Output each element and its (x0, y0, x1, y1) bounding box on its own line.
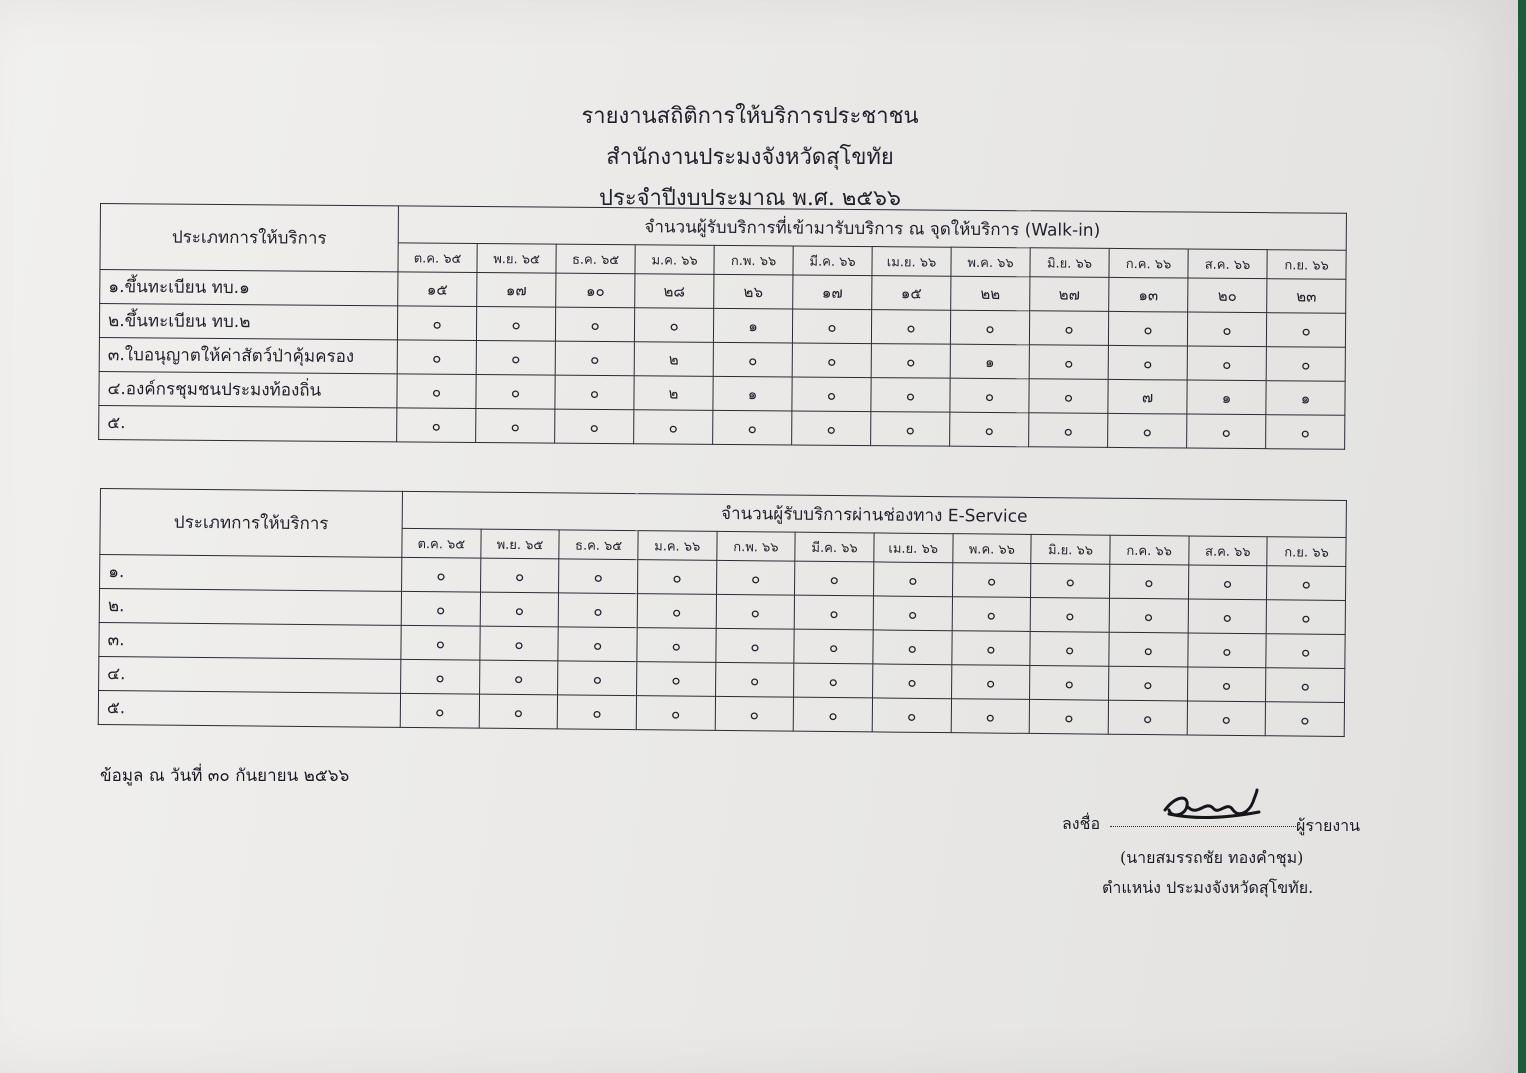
table-cell: ๐ (951, 665, 1030, 700)
table-cell: ๐ (716, 594, 795, 629)
eservice-month-header: ธ.ค. ๖๕ (559, 530, 638, 560)
table-cell: ๐ (716, 560, 795, 595)
table-cell: ๐ (1029, 311, 1108, 346)
table-cell: ๐ (950, 378, 1029, 413)
table-cell: ๐ (1108, 700, 1187, 735)
table-cell: ๐ (792, 309, 871, 344)
walkin-month-header: ธ.ค. ๖๕ (556, 244, 635, 274)
table-cell: ๐ (1187, 633, 1266, 668)
eservice-month-header: ต.ค. ๖๕ (402, 528, 481, 558)
fiscal-year: ประจำปีงบประมาณ พ.ศ. ๒๕๖๖ (599, 186, 901, 211)
eservice-month-header: มี.ค. ๖๖ (795, 532, 874, 562)
table-cell: ๐ (1266, 634, 1345, 669)
table-cell: ๐ (715, 628, 794, 663)
table-cell: ๐ (794, 595, 873, 630)
table-cell: ๐ (636, 696, 715, 731)
walkin-row-label: ๕. (99, 405, 397, 441)
table-cell: ๑ (713, 376, 792, 411)
table-cell: ๒๓ (1267, 279, 1346, 314)
table-cell: ๐ (795, 561, 874, 596)
signature-block (1062, 800, 1382, 897)
table-cell: ๐ (476, 340, 555, 375)
table-cell: ๐ (1108, 345, 1187, 380)
walkin-month-header: ก.ค. ๖๖ (1109, 248, 1188, 278)
eservice-month-header: ม.ค. ๖๖ (638, 531, 717, 561)
walkin-category-header: ประเภทการให้บริการ (100, 204, 399, 272)
table-cell: ๐ (1266, 347, 1345, 382)
walkin-month-header: ม.ค. ๖๖ (635, 245, 714, 275)
eservice-month-header: เม.ย. ๖๖ (874, 533, 953, 563)
walkin-row-label: ๔.องค์กรชุมชนประมงท้องถิ่น (99, 371, 397, 407)
table-cell: ๑ (1266, 381, 1345, 416)
table-cell: ๐ (402, 557, 481, 592)
table-cell: ๐ (480, 626, 559, 661)
table-cell: ๐ (713, 410, 792, 445)
table-cell: ๐ (559, 559, 638, 594)
table-cell: ๐ (715, 662, 794, 697)
eservice-group-header: จำนวนผู้รับบริการผ่านช่องทาง E-Service (402, 491, 1346, 537)
report-title: รายงานสถิติการให้บริการประชาชน (581, 104, 919, 129)
table-cell: ๐ (1029, 345, 1108, 380)
table-cell: ๐ (401, 625, 480, 660)
walkin-month-header: มี.ค. ๖๖ (793, 246, 872, 276)
table-cell: ๐ (558, 661, 637, 696)
table-cell: ๐ (871, 344, 950, 379)
table-cell: ๐ (555, 409, 634, 444)
eservice-row-label: ๔. (99, 656, 401, 693)
table-cell: ๐ (713, 342, 792, 377)
table-cell: ๐ (480, 592, 559, 627)
table-cell: ๐ (397, 340, 476, 375)
sign-label: ลงชื่อ (1062, 814, 1101, 833)
table-cell: ๐ (637, 628, 716, 663)
walkin-month-header: ส.ค. ๖๖ (1188, 249, 1267, 279)
eservice-month-header: ก.ย. ๖๖ (1267, 537, 1346, 567)
walkin-row-label: ๓.ใบอนุญาตให้ค่าสัตว์ป่าคุ้มครอง (99, 337, 397, 373)
table-cell: ๑๗ (793, 275, 872, 310)
table-cell: ๐ (871, 310, 950, 345)
table-cell: ๒๘ (635, 274, 714, 309)
table-cell: ๐ (1187, 346, 1266, 381)
walkin-row-label: ๑.ขึ้นทะเบียน ทบ.๑ (100, 270, 398, 306)
table-cell: ๐ (1109, 632, 1188, 667)
background-edge (1518, 0, 1526, 1073)
eservice-month-header: ก.พ. ๖๖ (716, 531, 795, 561)
eservice-month-header: ส.ค. ๖๖ (1188, 536, 1267, 566)
table-cell: ๐ (555, 341, 634, 376)
table-cell: ๐ (1030, 665, 1109, 700)
table-cell: ๑ (950, 344, 1029, 379)
table-cell: ๐ (1266, 600, 1345, 635)
handwritten-signature-icon (1157, 788, 1267, 830)
table-cell: ๑ (713, 308, 792, 343)
eservice-row-label: ๑. (100, 555, 402, 592)
walkin-group-header: จำนวนผู้รับบริการที่เข้ามารับบริการ ณ จุดให้บริการ (Walk-in) (398, 206, 1346, 250)
table-cell: ๐ (1187, 667, 1266, 702)
walkin-month-header: ก.ย. ๖๖ (1267, 250, 1346, 280)
table-cell: ๐ (559, 593, 638, 628)
table-cell: ๗ (1108, 379, 1187, 414)
table-cell: ๐ (794, 629, 873, 664)
table-cell: ๐ (1109, 598, 1188, 633)
table-cell: ๐ (1267, 566, 1346, 601)
walkin-month-header: มิ.ย. ๖๖ (1030, 248, 1109, 278)
table-cell: ๑๗ (477, 272, 556, 307)
table-cell: ๑๕ (872, 276, 951, 311)
table-cell: ๐ (634, 410, 713, 445)
table-cell: ๑๐ (556, 273, 635, 308)
table-cell: ๐ (1029, 699, 1108, 734)
table-cell: ๐ (479, 660, 558, 695)
table-cell: ๐ (634, 308, 713, 343)
table-cell: ๑๓ (1109, 277, 1188, 312)
table-cell: ๐ (1030, 631, 1109, 666)
table-cell: ๐ (1188, 599, 1267, 634)
table-cell: ๐ (792, 377, 871, 412)
eservice-row-label: ๓. (99, 622, 401, 659)
table-cell: ๐ (1108, 413, 1187, 448)
table-cell: ๐ (1265, 702, 1344, 737)
table-cell: ๐ (476, 374, 555, 409)
table-cell: ๐ (951, 631, 1030, 666)
table-cell: ๐ (871, 378, 950, 413)
walkin-month-header: เม.ย. ๖๖ (872, 247, 951, 277)
table-cell: ๐ (792, 411, 871, 446)
data-as-of: ข้อมูล ณ วันที่ ๓๐ กันยายน ๒๕๖๖ (100, 766, 350, 786)
eservice-month-header: พ.ย. ๖๕ (481, 529, 560, 559)
table-cell: ๐ (479, 694, 558, 729)
signer-position: ตำแหน่ง ประมงจังหวัดสุโขทัย. (1102, 878, 1314, 897)
table-cell: ๐ (397, 374, 476, 409)
table-cell: ๐ (400, 693, 479, 728)
table-cell: ๐ (1029, 413, 1108, 448)
eservice-month-header: มิ.ย. ๖๖ (1031, 534, 1110, 564)
table-cell: ๐ (793, 697, 872, 732)
table-cell: ๐ (950, 412, 1029, 447)
eservice-row-label: ๒. (99, 589, 401, 626)
table-cell: ๒๐ (1188, 278, 1267, 313)
walkin-month-header: ก.พ. ๖๖ (714, 245, 793, 275)
table-cell: ๐ (397, 306, 476, 341)
table-cell: ๐ (476, 408, 555, 443)
table-cell: ๐ (401, 591, 480, 626)
table-cell: ๐ (952, 597, 1031, 632)
eservice-month-header: พ.ค. ๖๖ (952, 534, 1031, 564)
office-name: สำนักงานประมงจังหวัดสุโขทัย (606, 145, 894, 170)
table-cell: ๒ (634, 342, 713, 377)
table-cell: ๐ (952, 563, 1031, 598)
table-cell: ๐ (1031, 563, 1110, 598)
signer-name: (นายสมรรถชัย ทองคำชุม) (1120, 848, 1304, 867)
table-cell: ๐ (1188, 565, 1267, 600)
table-cell: ๐ (1029, 379, 1108, 414)
table-cell: ๐ (476, 306, 555, 341)
reporter-role: ผู้รายงาน (1296, 816, 1361, 835)
eservice-table (98, 488, 1347, 737)
report-header (400, 96, 1100, 219)
table-cell: ๒ (634, 376, 713, 411)
walkin-row-label: ๒.ขึ้นทะเบียน ทบ.๒ (99, 304, 397, 340)
table-cell: ๐ (555, 375, 634, 410)
table-cell: ๐ (558, 695, 637, 730)
table-cell: ๐ (637, 594, 716, 629)
table-cell: ๐ (872, 698, 951, 733)
table-cell: ๐ (715, 696, 794, 731)
table-cell: ๐ (873, 596, 952, 631)
eservice-row-label: ๕. (98, 690, 400, 727)
table-cell: ๐ (1187, 312, 1266, 347)
table-cell: ๐ (1030, 597, 1109, 632)
table-cell: ๒๖ (714, 274, 793, 309)
table-cell: ๐ (873, 562, 952, 597)
table-cell: ๐ (1187, 414, 1266, 449)
table-cell: ๐ (1266, 668, 1345, 703)
walkin-month-header: ต.ค. ๖๕ (398, 243, 477, 273)
table-cell: ๒๗ (1030, 277, 1109, 312)
table-cell: ๐ (1108, 666, 1187, 701)
table-cell: ๐ (555, 307, 634, 342)
table-cell: ๐ (397, 408, 476, 443)
table-cell: ๐ (401, 659, 480, 694)
table-cell: ๐ (1109, 564, 1188, 599)
table-cell: ๐ (951, 699, 1030, 734)
table-cell: ๐ (1108, 311, 1187, 346)
eservice-month-header: ก.ค. ๖๖ (1110, 535, 1189, 565)
table-cell: ๑๕ (398, 272, 477, 307)
table-cell: ๐ (558, 627, 637, 662)
table-cell: ๐ (1266, 415, 1345, 450)
table-cell: ๐ (873, 630, 952, 665)
table-cell: ๐ (950, 310, 1029, 345)
table-cell: ๐ (1187, 701, 1266, 736)
eservice-category-header: ประเภทการให้บริการ (100, 489, 403, 558)
table-cell: ๐ (637, 560, 716, 595)
table-cell: ๐ (637, 662, 716, 697)
table-cell: ๐ (794, 663, 873, 698)
table-cell: ๐ (792, 343, 871, 378)
table-cell: ๐ (872, 664, 951, 699)
table-cell: ๒๒ (951, 276, 1030, 311)
table-cell: ๐ (1266, 313, 1345, 348)
table-cell: ๐ (480, 558, 559, 593)
walkin-month-header: พ.ค. ๖๖ (951, 247, 1030, 277)
table-cell: ๑ (1187, 380, 1266, 415)
walkin-table (98, 203, 1347, 450)
table-cell: ๐ (871, 412, 950, 447)
walkin-month-header: พ.ย. ๖๕ (477, 243, 556, 273)
